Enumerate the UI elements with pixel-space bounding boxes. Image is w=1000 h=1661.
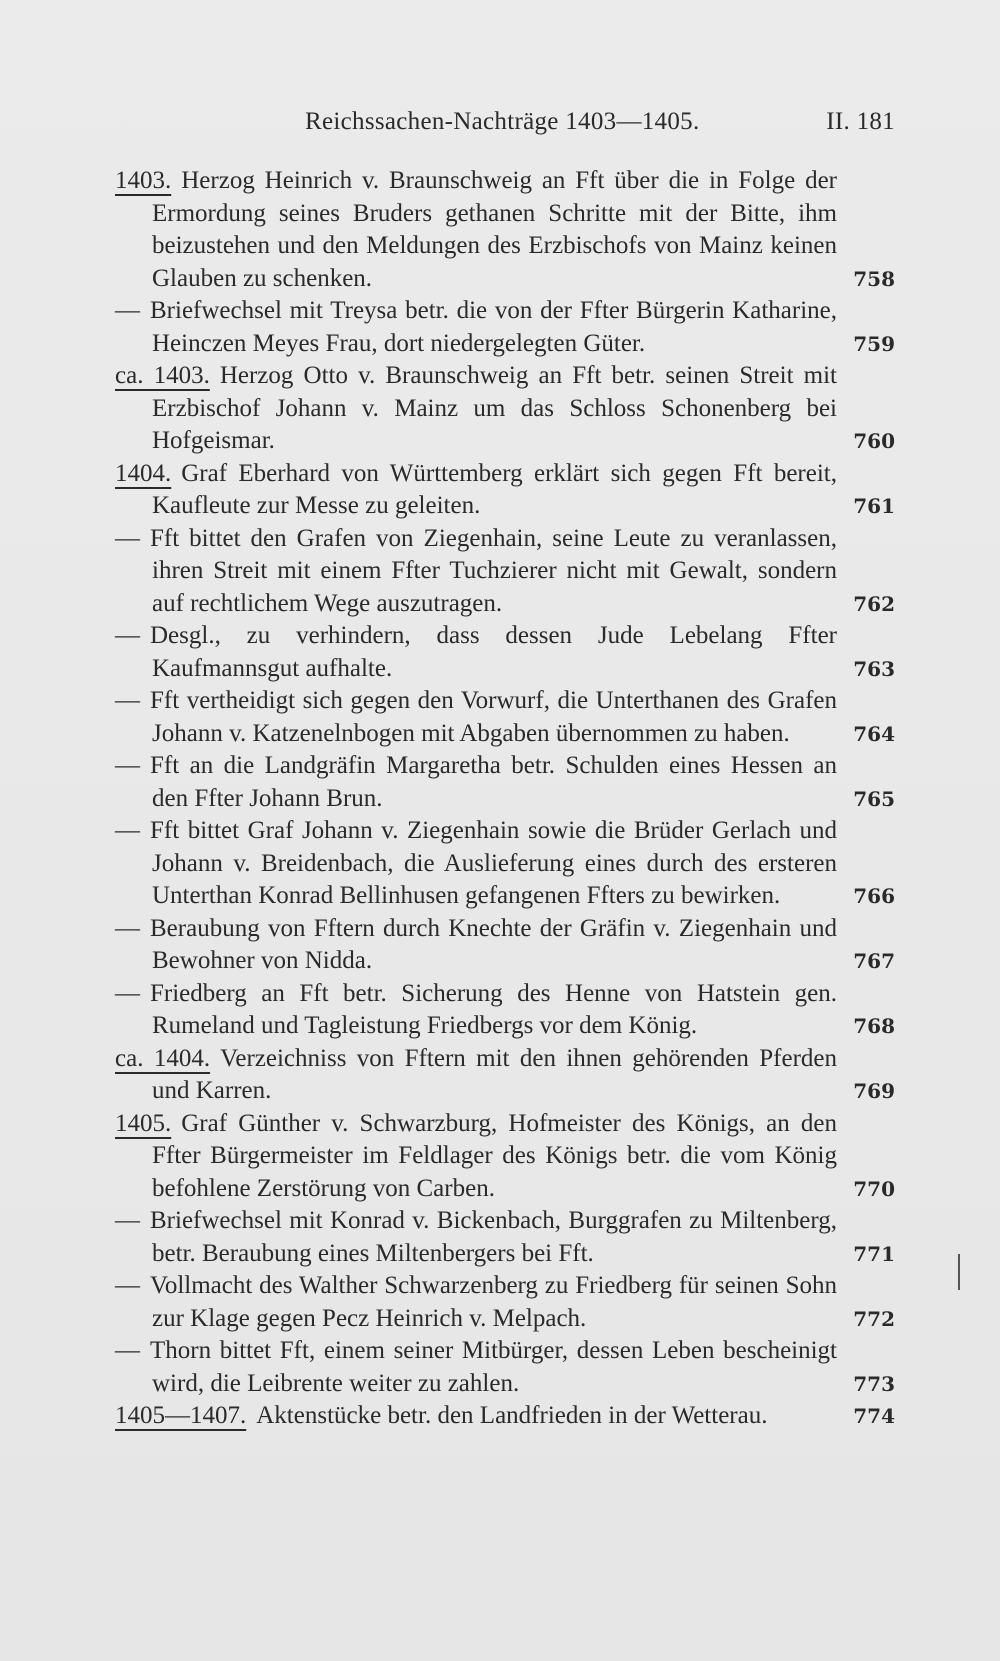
entry-number: 758 <box>853 266 895 291</box>
entry-766 <box>115 815 895 913</box>
entry-768 <box>115 978 895 1043</box>
entry-758 <box>115 165 895 295</box>
entry-763 <box>115 620 895 685</box>
entry-number: 759 <box>853 331 895 356</box>
entry-date: 1404. <box>115 459 172 487</box>
entry-text: Fft an die Landgräfin Margaretha betr. Schulden eines Hessen an den Ffter Johann Brun. <box>150 752 837 812</box>
entry-number: 771 <box>853 1241 895 1266</box>
entry-764 <box>115 685 895 750</box>
entry-769 <box>115 1043 895 1108</box>
entry-text: Graf Günther v. Schwarzburg, Hofmeister des Königs, an den Ffter Bürgermeister im Feldlager des Königs betr. die vom König befohlene Zerstörung von Carben. <box>152 1109 837 1202</box>
entry-text: Vollmacht des Walther Schwarzenberg zu Friedberg für seinen Sohn zur Klage gegen Pecz Heinrich v. Melpach. <box>150 1272 837 1332</box>
entry-number: 762 <box>853 591 895 616</box>
entry-date: 1405—1407. <box>115 1402 247 1429</box>
entry-text: Herzog Heinrich v. Braunschweig an Fft über die in Folge der Ermordung seines Bruders gethanen Schritte mit der Bitte, ihm beizustehen und den Meldungen des Erzbischofs von Mainz keinen Glauben zu schenken. <box>152 167 837 292</box>
entry-text: Fft bittet Graf Johann v. Ziegenhain sowie die Brüder Gerlach und Johann v. Breidenbach, die Auslieferung eines durch des ersteren Unterthan Konrad Bellinhusen gefangenen Ffters zu bewirken. <box>150 817 837 909</box>
entry-date: — <box>115 817 140 844</box>
entry-773 <box>115 1335 895 1400</box>
running-title: Reichssachen-Nachträge 1403—1405. <box>305 108 700 135</box>
entry-number: 767 <box>853 949 895 973</box>
entry-date: — <box>115 914 140 942</box>
entry-list <box>115 165 895 1433</box>
entry-number: 768 <box>853 1014 895 1038</box>
entry-number: 766 <box>853 884 895 908</box>
entry-number: 765 <box>853 786 895 811</box>
entry-number: 760 <box>853 429 895 453</box>
page-number: II. 181 <box>826 108 895 135</box>
entry-text: Herzog Otto v. Braunschweig an Fft betr. seinen Streit mit Erzbischof Johann v. Mainz um das Schloss Schonenberg bei Hofgeismar. <box>152 362 837 454</box>
entry-text: Briefwechsel mit Treysa betr. die von der Ffter Bürgerin Katharine, Heinczen Meyes Frau, dort niedergelegten Güter. <box>150 297 837 357</box>
entry-text: Verzeichniss von Fftern mit den ihnen gehörenden Pferden und Karren. <box>152 1044 837 1104</box>
entry-text: Briefwechsel mit Konrad v. Bickenbach, Burggrafen zu Miltenberg, betr. Beraubung eines Miltenbergers bei Fft. <box>150 1207 837 1267</box>
entry-765 <box>115 750 895 815</box>
entry-date: — <box>115 1337 140 1364</box>
entry-number: 761 <box>853 494 895 518</box>
entry-number: 772 <box>853 1306 895 1331</box>
margin-mark <box>958 1254 960 1290</box>
entry-date: — <box>115 297 140 324</box>
entry-774 <box>115 1400 895 1433</box>
entry-text: Desgl., zu verhindern, dass dessen Jude Lebelang Ffter Kaufmannsgut aufhalte. <box>150 622 837 682</box>
entry-text: Thorn bittet Fft, einem seiner Mitbürger, dessen Leben bescheinigt wird, die Leibrente weiter zu zahlen. <box>150 1337 837 1397</box>
entry-771 <box>115 1205 895 1270</box>
entry-date: — <box>115 622 140 649</box>
entry-number: 769 <box>853 1079 895 1103</box>
entry-759 <box>115 295 895 360</box>
entry-date: — <box>115 524 140 552</box>
entry-text: Fft vertheidigt sich gegen den Vorwurf, die Unterthanen des Grafen Johann v. Katzenelnbogen mit Abgaben übernommen zu haben. <box>150 687 837 747</box>
entry-date: 1403. <box>115 167 172 194</box>
entry-text: Fft bittet den Grafen von Ziegenhain, seine Leute zu veranlassen, ihren Streit mit einem Ffter Tuchzierer nicht mit Gewalt, sondern auf rechtlichem Wege auszutragen. <box>150 524 837 617</box>
entry-number: 770 <box>853 1176 895 1201</box>
entry-767 <box>115 913 895 978</box>
entry-772 <box>115 1270 895 1335</box>
entry-number: 774 <box>853 1404 895 1428</box>
entry-date: 1405. <box>115 1109 172 1137</box>
entry-text: Aktenstücke betr. den Landfrieden in der Wetterau. <box>256 1402 768 1429</box>
entry-date: — <box>115 752 140 779</box>
entry-text: Beraubung von Fftern durch Knechte der Gräfin v. Ziegenhain und Bewohner von Nidda. <box>150 914 837 974</box>
entry-date: — <box>115 1207 140 1234</box>
entry-762 <box>115 523 895 621</box>
entry-number: 764 <box>853 721 895 746</box>
entry-date: — <box>115 979 140 1007</box>
entry-761 <box>115 458 895 523</box>
entry-number: 763 <box>853 656 895 681</box>
entry-760 <box>115 360 895 458</box>
entry-date: — <box>115 1272 140 1299</box>
entry-date: ca. 1404. <box>115 1044 211 1072</box>
entry-text: Friedberg an Fft betr. Sicherung des Henne von Hatstein gen. Rumeland und Tagleistung Friedbergs vor dem König. <box>150 979 837 1039</box>
entry-date: — <box>115 687 140 714</box>
entry-text: Graf Eberhard von Württemberg erklärt sich gegen Fft bereit, Kaufleute zur Messe zu geleiten. <box>152 459 837 519</box>
entry-number: 773 <box>853 1371 895 1396</box>
entry-770 <box>115 1108 895 1206</box>
entry-date: ca. 1403. <box>115 362 210 389</box>
